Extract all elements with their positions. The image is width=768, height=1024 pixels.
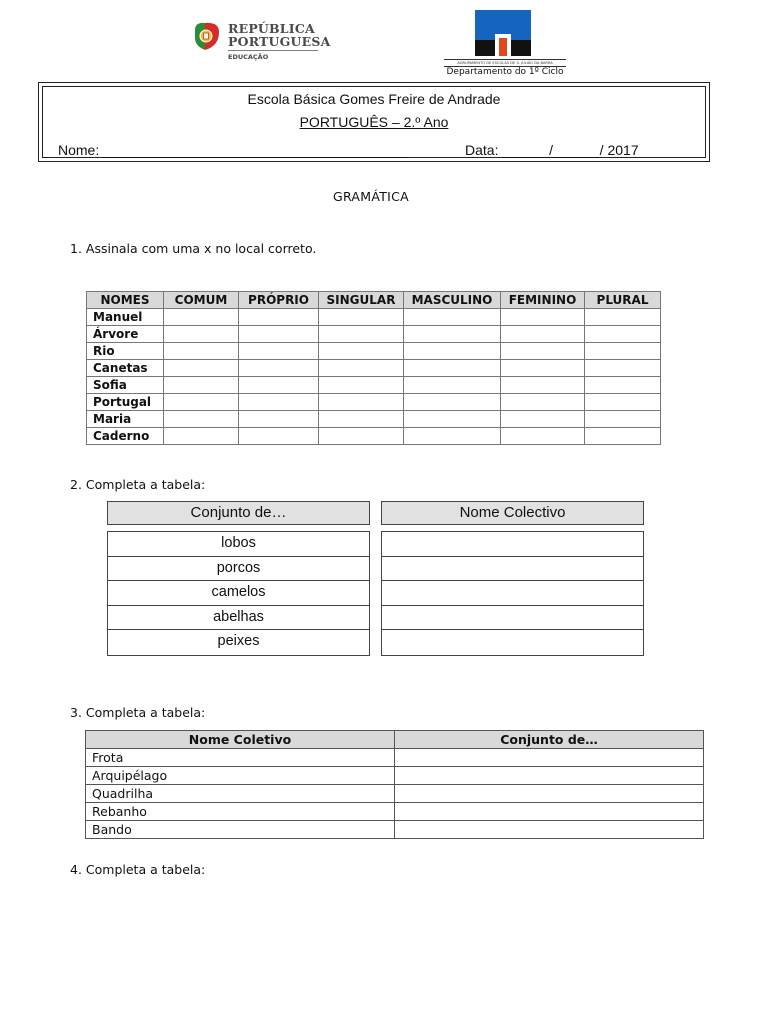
noun-cell: Arquipélago xyxy=(86,767,395,785)
worksheet-header-inner xyxy=(42,86,706,158)
noun-cell: Quadrilha xyxy=(86,785,395,803)
column-header: MASCULINO xyxy=(404,292,501,309)
list-item: abelhas xyxy=(108,606,369,631)
answer-cell[interactable] xyxy=(585,411,661,428)
answer-cell[interactable] xyxy=(164,377,239,394)
logo-text-line1: REPÚBLICA xyxy=(228,21,315,36)
answer-cell[interactable] xyxy=(239,309,319,326)
question-1: 1. Assinala com uma x no local correto. xyxy=(70,241,317,256)
noun-cell: Maria xyxy=(87,411,164,428)
answer-cell[interactable] xyxy=(319,326,404,343)
answer-cell[interactable] xyxy=(164,360,239,377)
logo-text-line3: EDUCAÇÃO xyxy=(228,53,269,61)
question-2: 2. Completa a tabela: xyxy=(70,477,206,492)
answer-cell[interactable] xyxy=(239,326,319,343)
noun-classification-table xyxy=(86,291,661,445)
answer-cell[interactable] xyxy=(404,394,501,411)
list-item: camelos xyxy=(108,581,369,606)
nome-colectivo-header: Nome Colectivo xyxy=(381,501,644,525)
answer-cell[interactable] xyxy=(585,360,661,377)
answer-cell[interactable] xyxy=(404,360,501,377)
logo-divider xyxy=(228,50,318,51)
table-row xyxy=(87,360,661,377)
column-header: PLURAL xyxy=(585,292,661,309)
answer-cell[interactable] xyxy=(382,581,643,606)
answer-cell[interactable] xyxy=(501,394,585,411)
answer-cell[interactable] xyxy=(319,360,404,377)
table-header-row xyxy=(86,731,704,749)
answer-cell[interactable] xyxy=(382,630,643,655)
answer-cell[interactable] xyxy=(501,377,585,394)
answer-cell[interactable] xyxy=(585,377,661,394)
worksheet-header-box xyxy=(38,82,710,162)
table-row xyxy=(86,767,704,785)
table-row xyxy=(86,803,704,821)
collective-noun-table xyxy=(85,730,704,839)
answer-cell[interactable] xyxy=(319,343,404,360)
table-row xyxy=(86,821,704,839)
noun-cell: Sofia xyxy=(87,377,164,394)
noun-cell: Rio xyxy=(87,343,164,360)
list-item: peixes xyxy=(217,633,260,650)
agrupamento-logo xyxy=(440,10,570,80)
answer-cell[interactable] xyxy=(164,309,239,326)
answer-cell[interactable] xyxy=(382,532,643,557)
answer-cell[interactable] xyxy=(395,749,704,767)
table-row xyxy=(86,785,704,803)
logo-rule-top xyxy=(444,59,566,60)
answer-cell[interactable] xyxy=(585,326,661,343)
answer-cell[interactable] xyxy=(395,803,704,821)
column-header: SINGULAR xyxy=(319,292,404,309)
answer-cell[interactable] xyxy=(239,428,319,445)
column-header: Conjunto de… xyxy=(395,731,704,749)
list-item: porcos xyxy=(108,557,369,582)
section-title: GRAMÁTICA xyxy=(332,189,410,204)
table-row xyxy=(87,326,661,343)
answer-cell[interactable] xyxy=(164,343,239,360)
answer-cell[interactable] xyxy=(501,326,585,343)
column-header: FEMININO xyxy=(501,292,585,309)
portugal-emblem-icon xyxy=(193,20,221,52)
question-3: 3. Completa a tabela: xyxy=(70,705,206,720)
noun-cell: Bando xyxy=(86,821,395,839)
answer-cell[interactable] xyxy=(382,557,643,582)
answer-cell[interactable] xyxy=(239,411,319,428)
table-row xyxy=(87,309,661,326)
answer-cell[interactable] xyxy=(382,606,643,631)
table-row xyxy=(87,428,661,445)
answer-cell[interactable] xyxy=(395,767,704,785)
column-header: NOMES xyxy=(87,292,164,309)
answer-cell[interactable] xyxy=(239,343,319,360)
noun-cell: Rebanho xyxy=(86,803,395,821)
answer-cell[interactable] xyxy=(501,411,585,428)
answer-cell[interactable] xyxy=(239,360,319,377)
answer-cell[interactable] xyxy=(585,394,661,411)
school-name: Escola Básica Gomes Freire de Andrade xyxy=(247,91,501,107)
answer-cell[interactable] xyxy=(501,428,585,445)
date-field[interactable]: Data: ______/______/ 2017 xyxy=(465,142,639,158)
question-4: 4. Completa a tabela: xyxy=(70,862,206,877)
answer-cell[interactable] xyxy=(164,394,239,411)
answer-cell[interactable] xyxy=(164,326,239,343)
answer-cell[interactable] xyxy=(319,428,404,445)
nome-colectivo-column xyxy=(381,531,644,656)
column-header: Nome Coletivo xyxy=(86,731,395,749)
answer-cell[interactable] xyxy=(585,428,661,445)
answer-cell[interactable] xyxy=(164,428,239,445)
answer-cell[interactable] xyxy=(585,309,661,326)
answer-cell[interactable] xyxy=(395,785,704,803)
answer-cell[interactable] xyxy=(164,411,239,428)
logo-text-line2: PORTUGUESA xyxy=(228,34,331,49)
conjunto-column xyxy=(107,531,370,656)
conjunto-header: Conjunto de… xyxy=(107,501,370,525)
department-label: Departamento do 1º Ciclo xyxy=(446,67,564,77)
school-building-icon xyxy=(475,10,531,56)
answer-cell[interactable] xyxy=(404,411,501,428)
column-header: COMUM xyxy=(164,292,239,309)
table-row xyxy=(87,377,661,394)
noun-cell: Árvore xyxy=(87,326,164,343)
agrupamento-name: AGRUPAMENTO DE ESCOLAS DE S. JULIÃO DA BARRA xyxy=(457,61,553,65)
answer-cell[interactable] xyxy=(319,394,404,411)
answer-cell[interactable] xyxy=(404,428,501,445)
table-row xyxy=(87,411,661,428)
answer-cell[interactable] xyxy=(319,377,404,394)
answer-cell[interactable] xyxy=(404,377,501,394)
answer-cell[interactable] xyxy=(501,343,585,360)
table-header-row xyxy=(87,292,661,309)
table-row xyxy=(86,749,704,767)
answer-cell[interactable] xyxy=(501,309,585,326)
republica-portuguesa-logo xyxy=(193,18,333,64)
answer-cell[interactable] xyxy=(404,326,501,343)
answer-cell[interactable] xyxy=(319,411,404,428)
answer-cell[interactable] xyxy=(585,343,661,360)
column-header: PRÓPRIO xyxy=(239,292,319,309)
answer-cell[interactable] xyxy=(501,360,585,377)
noun-cell: Canetas xyxy=(87,360,164,377)
name-field[interactable]: Nome: _______________________________________ xyxy=(58,142,407,158)
answer-cell[interactable] xyxy=(395,821,704,839)
subject-title xyxy=(43,114,705,130)
table-row xyxy=(87,343,661,360)
answer-cell[interactable] xyxy=(404,343,501,360)
answer-cell[interactable] xyxy=(319,309,404,326)
noun-cell: Frota xyxy=(86,749,395,767)
answer-cell[interactable] xyxy=(239,394,319,411)
table-row xyxy=(87,394,661,411)
list-item: lobos xyxy=(108,532,369,557)
answer-cell[interactable] xyxy=(239,377,319,394)
noun-cell: Portugal xyxy=(87,394,164,411)
noun-cell: Manuel xyxy=(87,309,164,326)
noun-cell: Caderno xyxy=(87,428,164,445)
subject-text: PORTUGUÊS – 2.º Ano xyxy=(299,114,449,130)
answer-cell[interactable] xyxy=(404,309,501,326)
